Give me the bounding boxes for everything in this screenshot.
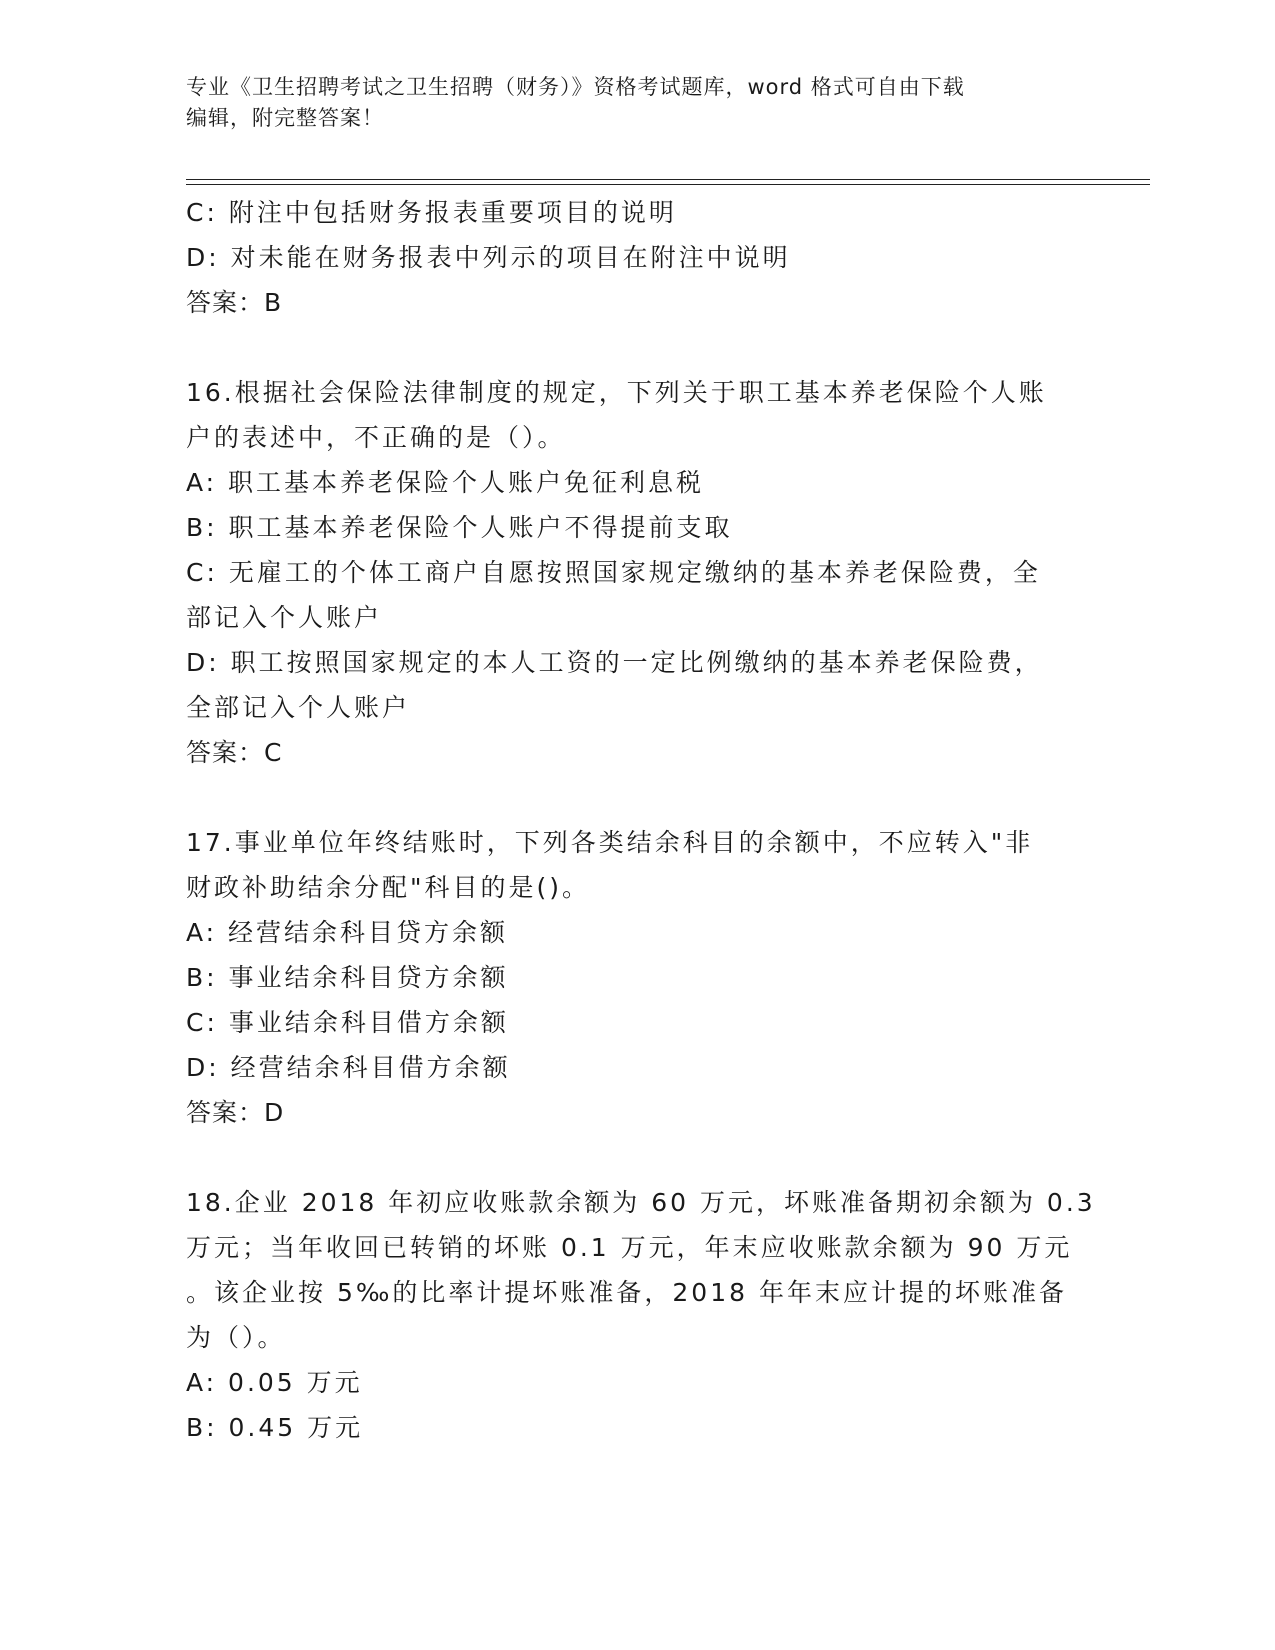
q17-option-d: D: 经营结余科目借方余额 [186, 1053, 511, 1082]
q16-stem-line2: 户的表述中，不正确的是（）。 [186, 423, 566, 452]
question-15-tail [186, 190, 1086, 325]
q18-stem-line1: 18.企业 2018 年初应收账款余额为 60 万元，坏账准备期初余额为 0.3 [186, 1188, 1096, 1217]
q17-option-a: A: 经营结余科目贷方余额 [186, 918, 509, 947]
q16-option-d-line1: D: 职工按照国家规定的本人工资的一定比例缴纳的基本养老保险费， [186, 648, 1043, 677]
q15-option-c: C: 附注中包括财务报表重要项目的说明 [186, 198, 677, 227]
q17-stem-line2: 财政补助结余分配"科目的是()。 [186, 873, 591, 902]
q18-stem-line3: 。该企业按 5‰的比率计提坏账准备，2018 年年末应计提的坏账准备 [186, 1278, 1067, 1307]
q16-option-c-line1: C: 无雇工的个体工商户自愿按照国家规定缴纳的基本养老保险费，全 [186, 558, 1041, 587]
q17-answer: 答案：D [186, 1098, 285, 1127]
question-17 [186, 820, 1086, 1135]
spacer [186, 325, 1086, 370]
q18-stem-line2: 万元；当年收回已转销的坏账 0.1 万元，年末应收账款余额为 90 万元 [186, 1233, 1073, 1262]
document-header: 专业《卫生招聘考试之卫生招聘（财务）》资格考试题库，word 格式可自由下载 编辑，附完整答案！ [186, 75, 965, 130]
question-content [186, 190, 1096, 1450]
question-16 [186, 370, 1086, 775]
q18-stem-line4: 为（）。 [186, 1323, 286, 1352]
q16-option-d-line2: 全部记入个人账户 [186, 693, 411, 722]
spacer [186, 775, 1086, 820]
q16-answer: 答案：C [186, 738, 283, 767]
q16-option-a: A: 职工基本养老保险个人账户免征利息税 [186, 468, 705, 497]
q17-stem-line1: 17.事业单位年终结账时，下列各类结余科目的余额中，不应转入"非 [186, 828, 1034, 857]
q16-option-c-line2: 部记入个人账户 [186, 603, 383, 632]
question-18 [186, 1180, 1096, 1450]
q16-option-b: B: 职工基本养老保险个人账户不得提前支取 [186, 513, 733, 542]
q16-stem-line1: 16.根据社会保险法律制度的规定，下列关于职工基本养老保险个人账 [186, 378, 1047, 407]
q15-option-d: D: 对未能在财务报表中列示的项目在附注中说明 [186, 243, 791, 272]
q17-option-c: C: 事业结余科目借方余额 [186, 1008, 509, 1037]
header-rule-bottom [186, 184, 1150, 185]
q18-option-b: B: 0.45 万元 [186, 1413, 364, 1442]
spacer [186, 1135, 1086, 1180]
q17-option-b: B: 事业结余科目贷方余额 [186, 963, 509, 992]
q15-answer: 答案：B [186, 288, 283, 317]
q18-option-a: A: 0.05 万元 [186, 1368, 363, 1397]
header-rule-top [186, 179, 1150, 180]
